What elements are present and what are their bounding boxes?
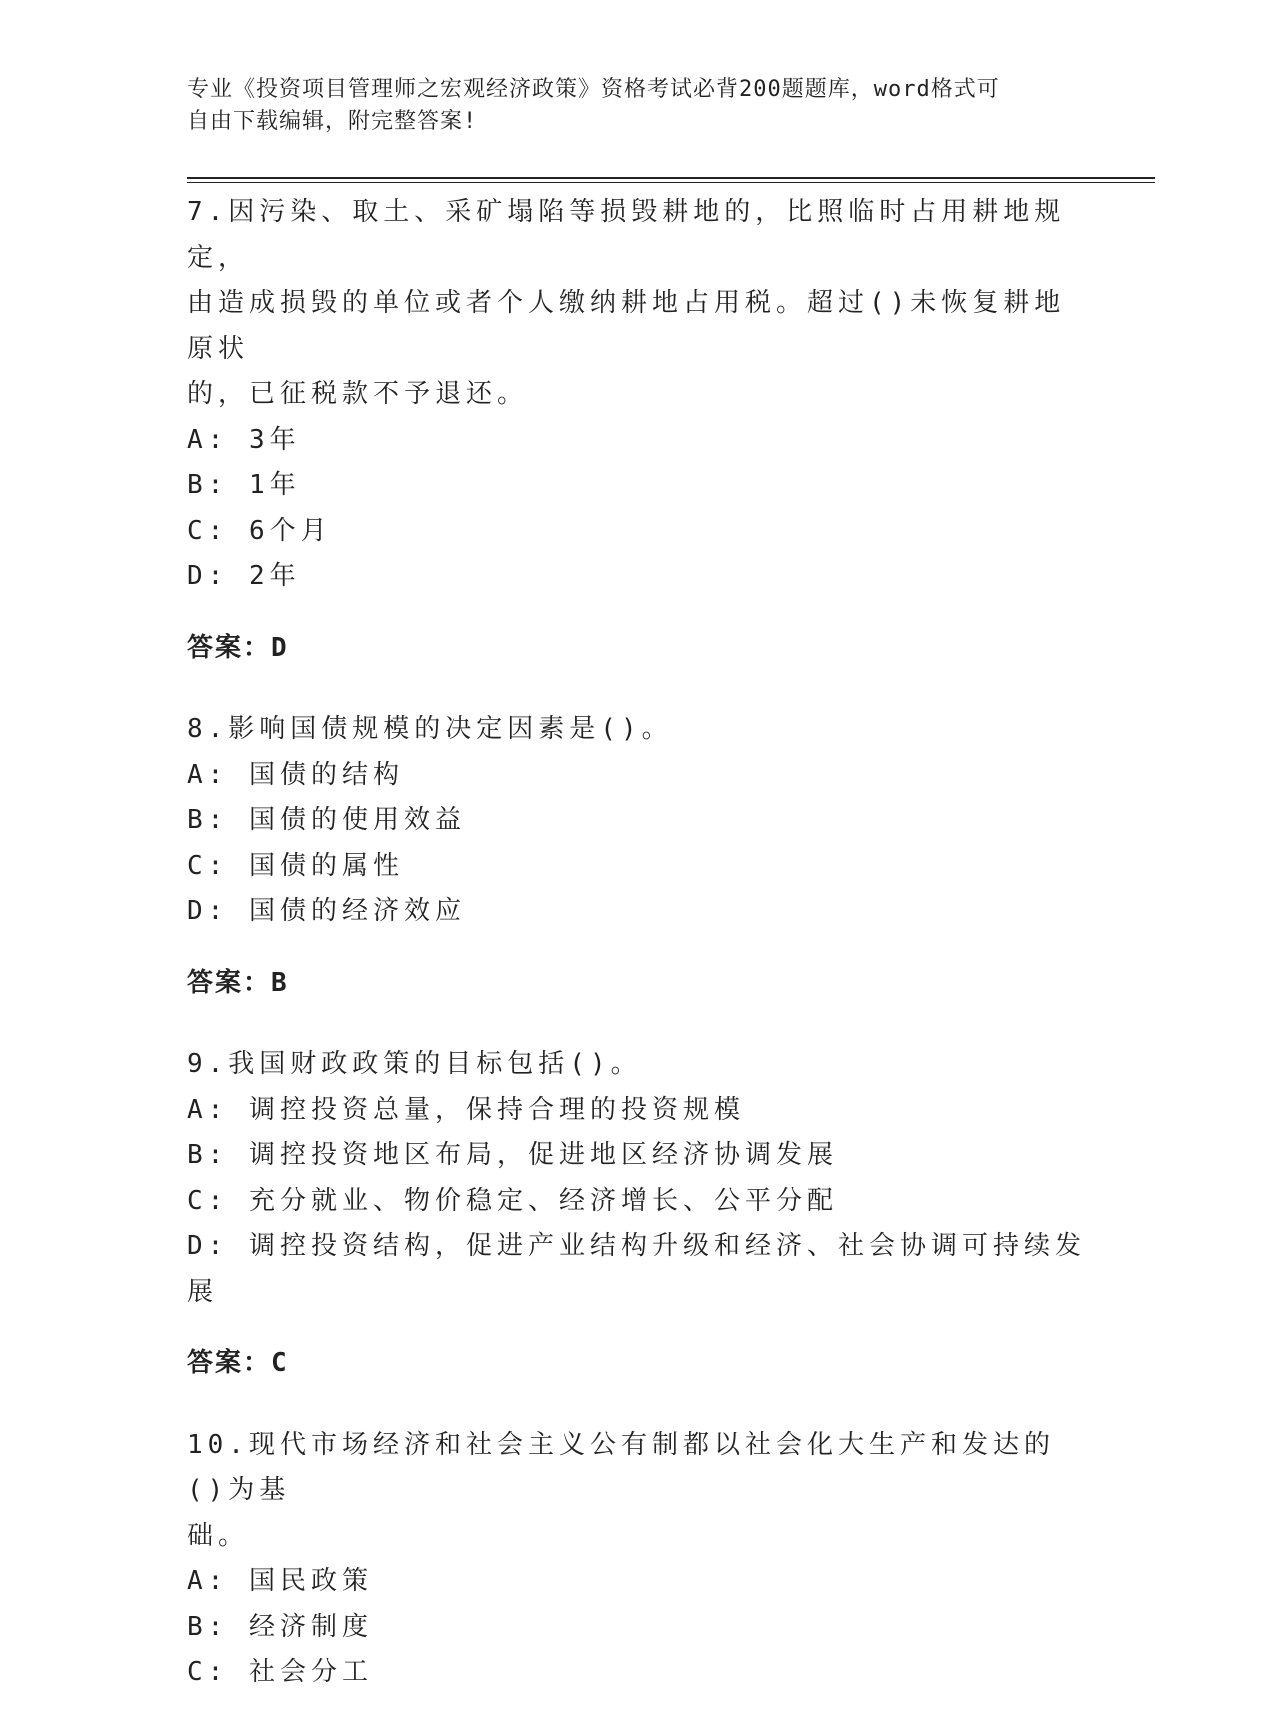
option-d: D: 2年: [187, 561, 301, 591]
option-c: C: 充分就业、物价稳定、经济增长、公平分配: [187, 1185, 838, 1216]
question-stem: 7.因污染、取土、采矿塌陷等损毁耕地的，比照临时占用耕地规定，: [187, 197, 1066, 273]
option-a: A: 3年: [187, 424, 301, 455]
question-stem: 8.影响国债规模的决定因素是()。: [187, 714, 673, 744]
question-9: [187, 1042, 1087, 1387]
header-divider: [187, 177, 1155, 183]
option-b: B: 经济制度: [187, 1611, 373, 1642]
option-d: D: 调控投资结构，促进产业结构升级和经济、社会协调可持续发展: [187, 1231, 1086, 1307]
option-a: A: 调控投资总量，保持合理的投资规模: [187, 1094, 745, 1125]
answer: 答案：D: [187, 632, 289, 663]
document-header: [187, 74, 1067, 138]
question-7: [187, 190, 1087, 671]
option-a: A: 国债的结构: [187, 759, 404, 790]
question-stem: 10.现代市场经济和社会主义公有制都以社会化大生产和发达的()为基: [187, 1429, 1055, 1505]
question-stem: 由造成损毁的单位或者个人缴纳耕地占用税。超过()未恢复耕地原状: [187, 288, 1066, 364]
option-d: D: 国债的经济效应: [187, 896, 466, 926]
option-c: C: 6个月: [187, 515, 332, 546]
question-8: [187, 707, 1087, 1006]
answer: 答案：B: [187, 967, 289, 998]
header-line-2: 自由下载编辑，附完整答案!: [187, 109, 478, 134]
option-b: B: 国债的使用效益: [187, 805, 466, 835]
option-a: A: 国民政策: [187, 1566, 373, 1596]
option-c: C: 国债的属性: [187, 850, 404, 881]
answer: 答案：C: [187, 1348, 289, 1378]
question-10: [187, 1423, 1087, 1696]
question-stem: 9.我国财政政策的目标包括()。: [187, 1049, 642, 1079]
question-stem: 的，已征税款不予退还。: [187, 379, 529, 409]
question-list: [187, 190, 1087, 1732]
header-line-1: 专业《投资项目管理师之宏观经济政策》资格考试必背200题题库，word格式可: [187, 77, 1000, 102]
option-b: B: 1年: [187, 470, 301, 500]
option-b: B: 调控投资地区布局，促进地区经济协调发展: [187, 1140, 838, 1170]
question-stem: 础。: [187, 1520, 250, 1551]
option-c: C: 社会分工: [187, 1657, 373, 1687]
